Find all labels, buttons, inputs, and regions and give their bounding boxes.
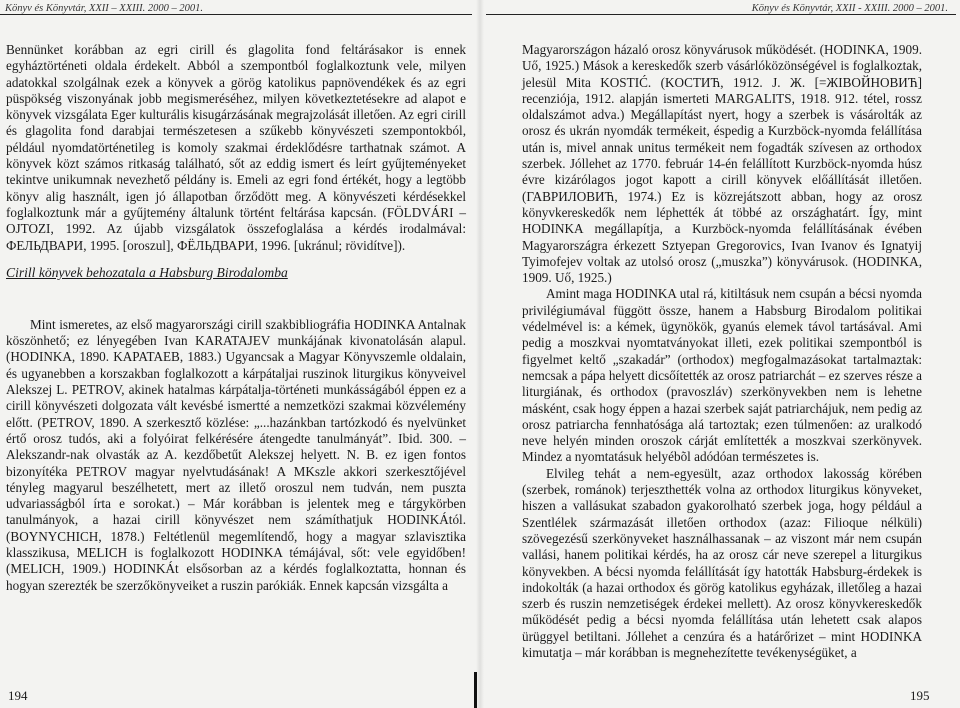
left-text-column: [6, 42, 466, 594]
header-rule-left: [0, 14, 472, 15]
running-header-left: Könyv és Könyvtár, XXII – XXIII. 2000 – 2001.: [5, 3, 203, 14]
left-paragraph-1: Bennünket korábban az egri cirill és glagolita fond feltárásakor is ennek egyháztörténeti oldala érdekelt. Abból a szempontból foglalkoztunk vele, milyen adatokkal szolgálnak ezek a könyvek a görög katolikus papnövendékek és az egri püspökség viszonyának jobb megismeréséhez, milyen következtetésekre ad alapot e könyvek vizsgálata Eger kulturális kisugárzásának megrajzolását illetően. Az egri cirill és glagolita fond darabjai természetesen a szűkebb könyvészeti szempontokból, például nyomdatörténetileg is komoly szakmai érdeklődésre tarthatnak számot. A könyvek közt számos ritkaság található, sőt az eddig ismert és leírt gyűjteményeket tekintve unikumnak nevezhető példány is. Emeli az egri fond értékét, hogy a legtöbb könyv alig használt, igen jó állapotban őrződött meg. A könyvészeti kérdésekkel foglalkoztunk már a gyűjtemény általunk történt feltárása kapcsán. (FÖLDVÁRI – OJTOZI, 1992. Az újabb vizsgálatok összefoglalása a kérdés irodalmával: ФЕЛЬДВАРИ, 1995. [oroszul], ФЁЛЬДВАРИ, 1996. [ukránul; rövidítve]).: [6, 42, 466, 253]
right-text-column: [522, 42, 922, 661]
right-paragraph-3: Elvileg tehát a nem-egyesült, azaz orthodox lakosság körében (szerbek, románok) terjeszthették volna az orthodox liturgikus könyveket, hiszen a vallásukat szabadon gyakorolható szerbek joga, hogy például a Szentlélek származását illetően orthodox (azaz: Filioque nélküli) szövegezésű szerkönyveket használhassanak – az viszont már nem csupán vallási, hanem politikai kérdés, ha az orosz cár neve szerepel a liturgikus könyvekben. A bécsi nyomda felállítását így hatották Habsburg-érdekek is indokolták (a hazai orthodox és görög katolikus egyházak, illetőleg a hazai szerb és ruszin nemzetiségek érdekei mellett). Az orosz könyvkereskedők működését pedig a bécsi nyomda felállítása után lehetett csak alapos ürüggyel betiltani. Jóllehet a cenzúra és a határőrizet – mint HODINKA kimutatja – már korábban is megnehezítette tevékenységüket, a: [522, 465, 922, 660]
page-number-left: 194: [8, 688, 28, 703]
right-paragraph-2: Amint maga HODINKA utal rá, kitiltásuk nem csupán a bécsi nyomda privilégiumával függött össze, hanem a Habsburg Birodalom politikai védelmével is: a kémek, ügynökök, gyanús elemek távol tartásával. Ami pedig a moszkvai nyomtatványokat illeti, ezek politikai szempontból is figyelmet keltő „szakadár” (orthodox) megfogalmazásokat tartalmaztak: nemcsak a pápa helyett dicsőítették az orosz patriarchát – ez szerves része a liturgiának, és orthodox (pravoszláv) szerkönyvekben nem is lehetne másként, csak hogy éppen a hazai szerbek saját patriarchájuk, nem pedig az orosz patriarcha fennhatósága alá tartoztak; ezen túlmenően: az uralkodó neve helyén minden oroszok cárját említették a moszkvai szerkönyvek. Mindez a nyomtatásuk helyébõl adódóan természetes is.: [522, 286, 922, 465]
right-paragraph-1: Magyarországon házaló orosz könyvárusok működését. (HODINKA, 1909. Uő, 1925.) Mások a kereskedők szerb vásárlóközönségével is foglalkoztak, jelesül Mita KOSTIĆ. (KOCTИЋ, 1912. J. Ж. [=ЖIВОЙНОВИЋ] recenziója, 1912. alapján ismerteti MARGALITS, 1918. 912. tétel, rossz oldalszámot adva.) Megállapítást nyert, hogy a szerbek is vásárolták az orosz és ukrán nyomdák termékeit, éspedig a Kurzböck-nyomda felállítása után is, mivel annak unitus termékeit nem fogadták szívesen az orthodox szerbek. Jóllehet az 1770. február 14-én felállított Kurzböck-nyomda húsz évre kizárólagos jogot kapott a cirill könyvek előállítását illetően. (ГАВРИЛОВИЋ, 1974.) Ez is közrejátszott abban, hogy az orosz könyvkereskedők nem léphették át többé az országhatárt. Így, mint HODINKA megállapítja, a Kurzböck-nyomda felállításának évében Magyarországra érkezett Sztyepan Gregorovics, Ivan Ivanov és Ignatyij Tyimofejev voltak az utolsó orosz („muszka”) könyvárusok. (HODINKA, 1909. Uő, 1925.): [522, 42, 922, 286]
section-title: Cirill könyvek behozatala a Habsburg Birodalomba: [6, 264, 288, 280]
scan-mark-bottom: [474, 672, 477, 708]
left-paragraph-2: Mint ismeretes, az első magyarországi cirill szakbibliográfia HODINKA Antalnak köszönhető; ez lényegében Ivan KARATAJEV munkájának kivonatolásán alapul. (HODINKA, 1890. KAPATAEB, 1883.) Ugyancsak a Magyar Könyvszemle oldalain, és ugyanebben a korszakban foglalkozott a kárpátaljai ruszinok liturgikus könyveivel Alekszej L. PETROV, akinek hatalmas kárpátalja-történeti munkásságából éppen ez a cirill könyvészeti dolgozata vált kevésbé ismertté a nemzetközi szakmai közvélemény előtt. (PETROV, 1890. A szerkesztő közlése: „...hazánkban tartózkodó és nyelvünket értő orosz tudós, aki a folyóirat felkérésére átengedte tanulmányát”. Ibid. 300. – Alekszandr-nak olvasták az A. kezdőbetűt Alekszej helyett. N. B. ez igen fontos bizonyítéka PETROV magyar nyelvtudásának! A MKszle akkori szerkesztőjével tényleg magyarul beszélhetett, mert az illető oroszul nem tudván, nem puszta udvariasságból írta e sorokat.) – Már korábban is jelentek meg e tárgykörben tanulmányok, a hazai cirill könyvészet nem számíthatjuk HODINKÁtól. (BOYNYCHICH, 1878.) Feltétlenül megemlítendő, hogy a magyar szlavisztika klasszikusa, MELICH is foglalkozott HODINKA témájával, sőt: vele egyidőben! (MELICH, 1909.) HODINKÁt elsősorban az a kérdés foglalkoztatta, honnan és hogyan szerezték be szerzőkönyveiket a ruszin parókiák. Ennek kapcsán vizsgálta a: [6, 316, 466, 593]
right-page: [480, 0, 960, 708]
page-number-right: 195: [910, 688, 930, 703]
header-rule-right: [486, 14, 956, 15]
running-header-right: Könyv és Könyvtár, XXII - XXIII. 2000 – 2001.: [751, 3, 948, 14]
